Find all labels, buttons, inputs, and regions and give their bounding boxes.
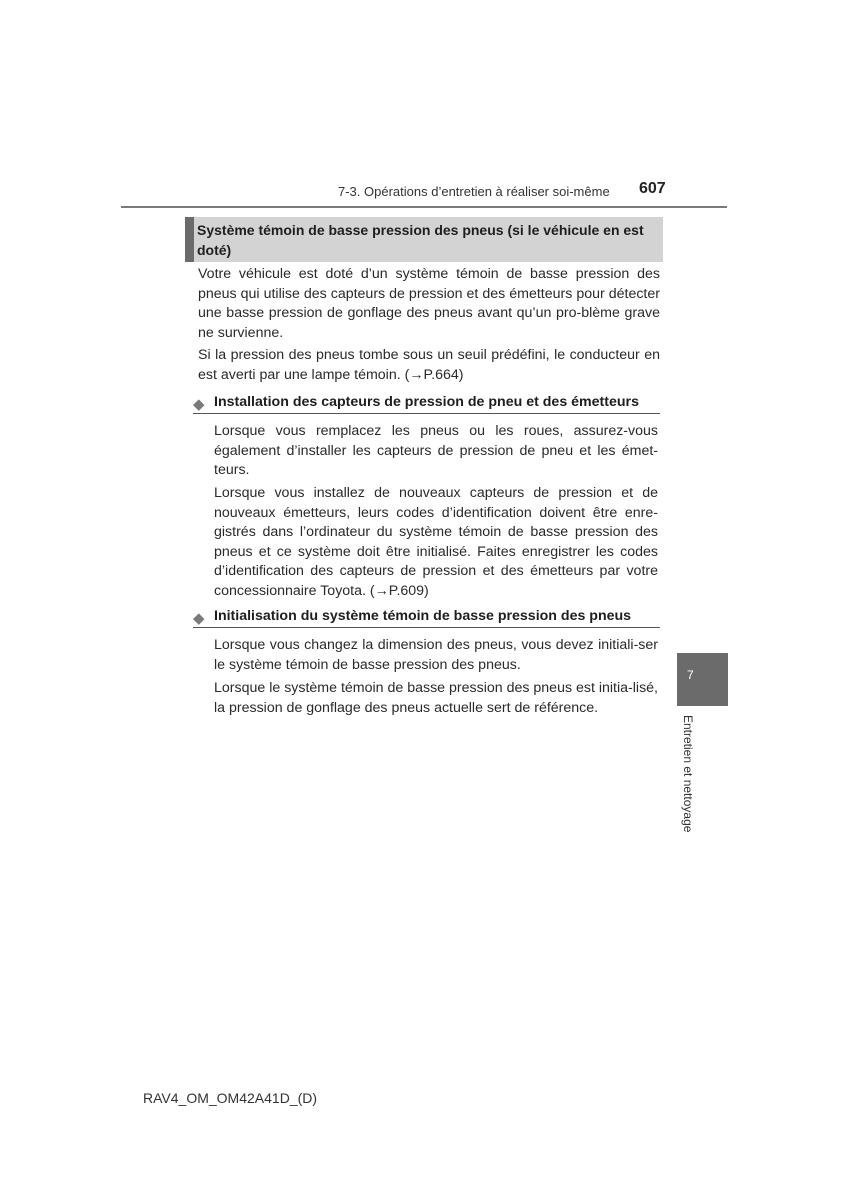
page-number: 607 [639,180,666,197]
diamond-bullet-icon: ◆ [193,610,205,627]
chapter-side-label: Entretien et nettoyage [681,715,695,833]
sensors-paragraph-2: Lorsque vous installez de nouveaux capteurs de pression et de nouveaux émetteurs, leurs codes d’identification doivent être enre-gistrés dans l’ordinateur du système témoin de basse pression des pneus et ce système doit être initialisé. Faites enregistrer les codes d’identification des capteurs de pression et des émetteurs par votre concessionnaire Toyota. (→P.609) [214,485,658,599]
chapter-side-tab[interactable] [677,653,728,706]
initialisation-paragraph-2: Lorsque le système témoin de basse pression des pneus est initia-lisé, la pression de gonflage des pneus actuelle sert de référence. [214,680,658,716]
header-rule [121,206,727,208]
section-title: Système témoin de basse pression des pneus (si le véhicule en est doté) [197,222,644,258]
intro-paragraph-1: Votre véhicule est doté d’un système témoin de basse pression des pneus qui utilise des capteurs de pression et des émetteurs pour détecter une basse pression de gonflage des pneus avant qu’un pro-blème grave ne survienne. [198,266,660,341]
initialisation-paragraph-1: Lorsque vous changez la dimension des pneus, vous devez initiali-ser le système témoin de basse pression des pneus. [214,637,658,673]
subsection-underline [193,627,660,628]
footer-document-code: RAV4_OM_OM42A41D_(D) [143,1090,318,1106]
subsection-title: Installation des capteurs de pression de pneu et des émetteurs [214,394,639,410]
intro-paragraph-2: Si la pression des pneus tombe sous un seuil prédéfini, le conducteur en est averti par une lampe témoin. (→P.664) [198,347,660,383]
section-heading-box [185,217,663,262]
sensors-paragraph-1: Lorsque vous remplacez les pneus ou les roues, assurez-vous également d’installer les capteurs de pression de pneu et les émet-teurs. [214,423,658,478]
subsection-underline [193,413,660,414]
header-section-title: 7-3. Opérations d’entretien à réaliser soi-même [338,184,610,199]
diamond-bullet-icon: ◆ [193,396,205,413]
subsection-heading-sensors [193,393,663,415]
subsection-heading-initialisation [193,607,663,629]
chapter-number: 7 [687,668,694,682]
subsection-title: Initialisation du système témoin de basse pression des pneus [214,608,632,624]
